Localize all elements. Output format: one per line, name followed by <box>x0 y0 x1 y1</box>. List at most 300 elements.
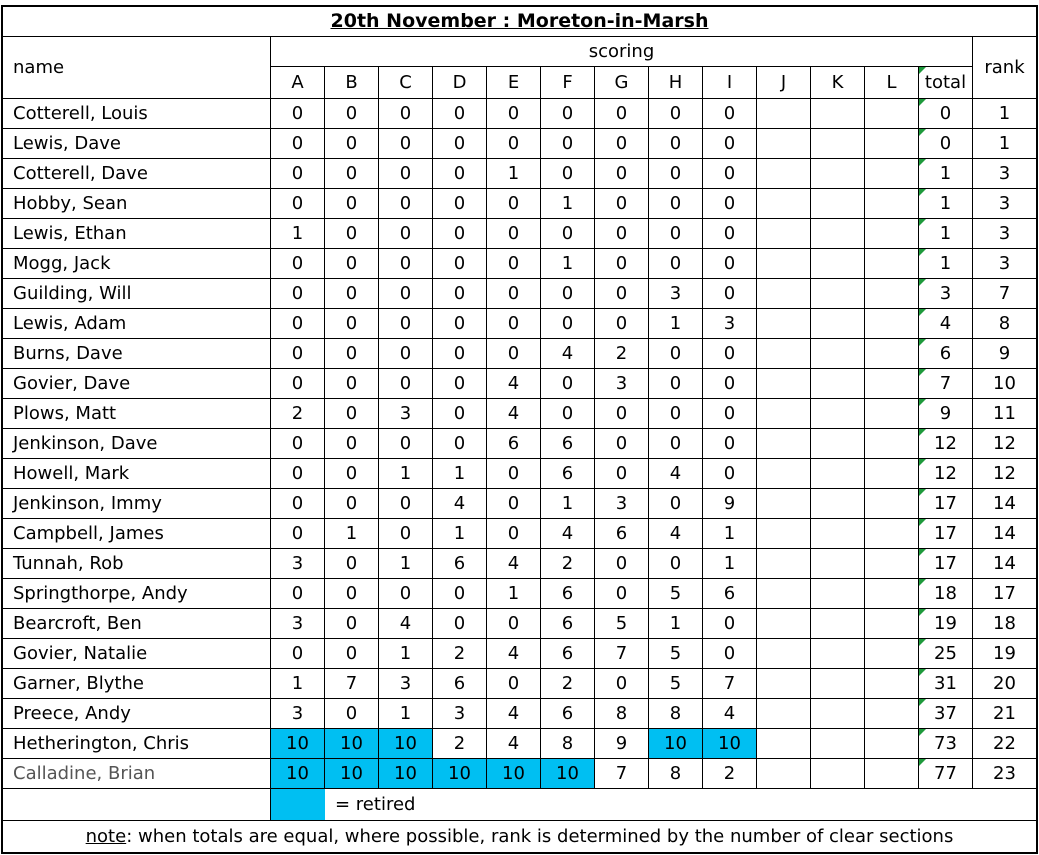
rank-cell: 3 <box>973 249 1036 279</box>
rank-cell: 17 <box>973 579 1036 609</box>
rank-cell: 22 <box>973 729 1036 759</box>
score-cell-d: 0 <box>433 429 487 459</box>
score-cell-g: 8 <box>595 699 649 729</box>
score-cell-h: 0 <box>649 339 703 369</box>
competitor-name: Guilding, Will <box>3 279 271 309</box>
score-cell-a: 3 <box>271 549 325 579</box>
score-cell-i: 3 <box>703 309 757 339</box>
score-cell-h: 0 <box>649 549 703 579</box>
score-cell-a: 0 <box>271 459 325 489</box>
competitor-name: Preece, Andy <box>3 699 271 729</box>
competitor-name: Burns, Dave <box>3 339 271 369</box>
score-cell-e: 0 <box>487 459 541 489</box>
competitor-name: Lewis, Ethan <box>3 219 271 249</box>
competitor-name: Calladine, Brian <box>3 759 271 789</box>
score-cell-c: 0 <box>379 369 433 399</box>
score-cell-k <box>811 249 865 279</box>
competitor-name: Cotterell, Louis <box>3 99 271 129</box>
score-cell-l <box>865 369 919 399</box>
rank-cell: 20 <box>973 669 1036 699</box>
score-cell-h: 0 <box>649 189 703 219</box>
score-cell-c: 0 <box>379 189 433 219</box>
score-cell-l <box>865 669 919 699</box>
score-cell-h: 0 <box>649 369 703 399</box>
score-cell-h: 0 <box>649 129 703 159</box>
score-cell-k <box>811 369 865 399</box>
rank-cell: 3 <box>973 159 1036 189</box>
rank-cell: 14 <box>973 519 1036 549</box>
score-cell-c: 1 <box>379 639 433 669</box>
score-cell-f: 6 <box>541 459 595 489</box>
score-cell-j <box>757 189 811 219</box>
score-cell-h: 8 <box>649 699 703 729</box>
score-cell-g: 0 <box>595 579 649 609</box>
section-header-l: L <box>865 67 919 99</box>
score-cell-c: 0 <box>379 309 433 339</box>
competitor-name: Hetherington, Chris <box>3 729 271 759</box>
score-cell-c: 0 <box>379 99 433 129</box>
score-cell-i: 7 <box>703 669 757 699</box>
score-cell-k <box>811 669 865 699</box>
score-cell-a: 0 <box>271 489 325 519</box>
score-cell-g: 0 <box>595 99 649 129</box>
score-cell-k <box>811 519 865 549</box>
score-cell-i: 1 <box>703 519 757 549</box>
score-cell-c: 0 <box>379 579 433 609</box>
score-cell-i: 1 <box>703 549 757 579</box>
score-cell-c: 0 <box>379 339 433 369</box>
score-cell-k <box>811 99 865 129</box>
note-label: note <box>85 825 127 847</box>
score-cell-l <box>865 759 919 789</box>
score-cell-g: 0 <box>595 159 649 189</box>
score-cell-l <box>865 339 919 369</box>
section-header-k: K <box>811 67 865 99</box>
score-cell-l <box>865 99 919 129</box>
score-cell-h: 0 <box>649 399 703 429</box>
score-cell-k <box>811 189 865 219</box>
score-cell-k <box>811 399 865 429</box>
competitor-name: Howell, Mark <box>3 459 271 489</box>
score-cell-d: 0 <box>433 399 487 429</box>
score-cell-e: 0 <box>487 219 541 249</box>
results-table <box>1 5 1038 854</box>
score-cell-l <box>865 639 919 669</box>
total-cell: 6 <box>919 339 973 369</box>
score-cell-h: 4 <box>649 519 703 549</box>
score-cell-l <box>865 309 919 339</box>
score-cell-h: 1 <box>649 309 703 339</box>
score-cell-l <box>865 459 919 489</box>
score-cell-l <box>865 399 919 429</box>
score-cell-a: 0 <box>271 99 325 129</box>
score-cell-d: 2 <box>433 729 487 759</box>
rank-cell: 14 <box>973 489 1036 519</box>
score-cell-c: 1 <box>379 549 433 579</box>
score-cell-i: 0 <box>703 639 757 669</box>
score-cell-d: 2 <box>433 639 487 669</box>
score-cell-k <box>811 279 865 309</box>
score-cell-k <box>811 459 865 489</box>
total-cell: 0 <box>919 99 973 129</box>
score-cell-f: 0 <box>541 399 595 429</box>
score-cell-b: 10 <box>325 729 379 759</box>
section-header-d: D <box>433 67 487 99</box>
score-cell-l <box>865 219 919 249</box>
score-cell-i: 6 <box>703 579 757 609</box>
score-cell-g: 0 <box>595 219 649 249</box>
score-cell-f: 0 <box>541 369 595 399</box>
score-cell-a: 0 <box>271 129 325 159</box>
score-cell-a: 3 <box>271 699 325 729</box>
competitor-name: Campbell, James <box>3 519 271 549</box>
score-cell-c: 4 <box>379 609 433 639</box>
total-cell: 1 <box>919 249 973 279</box>
score-cell-j <box>757 639 811 669</box>
score-cell-e: 4 <box>487 369 541 399</box>
rank-cell: 3 <box>973 189 1036 219</box>
retired-legend-label: = retired <box>325 789 1036 821</box>
score-cell-i: 10 <box>703 729 757 759</box>
score-cell-d: 0 <box>433 339 487 369</box>
score-cell-a: 0 <box>271 189 325 219</box>
score-cell-e: 0 <box>487 609 541 639</box>
score-cell-c: 10 <box>379 729 433 759</box>
score-cell-e: 0 <box>487 309 541 339</box>
score-cell-b: 0 <box>325 489 379 519</box>
score-cell-e: 4 <box>487 729 541 759</box>
rank-cell: 9 <box>973 339 1036 369</box>
score-cell-d: 3 <box>433 699 487 729</box>
total-cell: 3 <box>919 279 973 309</box>
score-cell-g: 3 <box>595 369 649 399</box>
score-cell-b: 0 <box>325 129 379 159</box>
score-cell-f: 2 <box>541 549 595 579</box>
score-cell-c: 0 <box>379 129 433 159</box>
score-cell-k <box>811 759 865 789</box>
competitor-name: Govier, Dave <box>3 369 271 399</box>
score-cell-a: 0 <box>271 279 325 309</box>
score-cell-e: 1 <box>487 159 541 189</box>
score-cell-d: 4 <box>433 489 487 519</box>
score-cell-j <box>757 339 811 369</box>
score-cell-e: 0 <box>487 249 541 279</box>
rank-cell: 19 <box>973 639 1036 669</box>
total-cell: 77 <box>919 759 973 789</box>
score-cell-f: 0 <box>541 219 595 249</box>
score-cell-b: 0 <box>325 459 379 489</box>
score-cell-h: 5 <box>649 639 703 669</box>
score-cell-g: 7 <box>595 639 649 669</box>
score-cell-f: 1 <box>541 249 595 279</box>
header-name: name <box>3 37 271 99</box>
score-cell-a: 0 <box>271 249 325 279</box>
score-cell-a: 0 <box>271 639 325 669</box>
score-cell-c: 0 <box>379 219 433 249</box>
score-cell-d: 0 <box>433 369 487 399</box>
score-cell-l <box>865 519 919 549</box>
score-cell-l <box>865 699 919 729</box>
score-cell-h: 0 <box>649 489 703 519</box>
score-cell-d: 0 <box>433 219 487 249</box>
score-cell-k <box>811 129 865 159</box>
score-cell-e: 4 <box>487 549 541 579</box>
score-cell-j <box>757 309 811 339</box>
score-cell-l <box>865 159 919 189</box>
score-cell-i: 0 <box>703 129 757 159</box>
score-cell-g: 0 <box>595 669 649 699</box>
score-cell-g: 0 <box>595 429 649 459</box>
rank-cell: 18 <box>973 609 1036 639</box>
score-cell-f: 0 <box>541 279 595 309</box>
score-cell-l <box>865 429 919 459</box>
score-cell-c: 0 <box>379 159 433 189</box>
total-cell: 1 <box>919 189 973 219</box>
score-cell-l <box>865 249 919 279</box>
score-cell-b: 0 <box>325 159 379 189</box>
section-header-f: F <box>541 67 595 99</box>
score-cell-f: 6 <box>541 609 595 639</box>
score-cell-e: 0 <box>487 189 541 219</box>
total-cell: 9 <box>919 399 973 429</box>
section-header-i: I <box>703 67 757 99</box>
score-cell-i: 0 <box>703 399 757 429</box>
score-cell-b: 0 <box>325 249 379 279</box>
score-cell-h: 0 <box>649 249 703 279</box>
score-cell-i: 4 <box>703 699 757 729</box>
score-cell-g: 6 <box>595 519 649 549</box>
competitor-name: Jenkinson, Immy <box>3 489 271 519</box>
score-cell-h: 3 <box>649 279 703 309</box>
total-cell: 12 <box>919 459 973 489</box>
score-cell-j <box>757 759 811 789</box>
score-cell-j <box>757 99 811 129</box>
score-cell-e: 0 <box>487 669 541 699</box>
score-cell-l <box>865 129 919 159</box>
score-cell-a: 2 <box>271 399 325 429</box>
score-cell-k <box>811 579 865 609</box>
score-cell-c: 0 <box>379 429 433 459</box>
retired-legend-swatch <box>271 789 325 821</box>
section-header-c: C <box>379 67 433 99</box>
score-cell-l <box>865 279 919 309</box>
total-cell: 12 <box>919 429 973 459</box>
total-cell: 17 <box>919 519 973 549</box>
score-cell-k <box>811 429 865 459</box>
score-cell-c: 0 <box>379 279 433 309</box>
score-cell-i: 0 <box>703 609 757 639</box>
score-cell-f: 0 <box>541 309 595 339</box>
score-cell-g: 0 <box>595 279 649 309</box>
score-cell-b: 10 <box>325 759 379 789</box>
score-cell-j <box>757 549 811 579</box>
score-cell-g: 0 <box>595 549 649 579</box>
score-cell-j <box>757 729 811 759</box>
score-cell-k <box>811 699 865 729</box>
rank-cell: 10 <box>973 369 1036 399</box>
score-cell-j <box>757 459 811 489</box>
total-cell: 17 <box>919 549 973 579</box>
score-cell-k <box>811 159 865 189</box>
header-total: total <box>919 67 973 99</box>
score-cell-b: 0 <box>325 309 379 339</box>
score-cell-k <box>811 549 865 579</box>
score-cell-g: 9 <box>595 729 649 759</box>
score-cell-l <box>865 189 919 219</box>
score-cell-b: 0 <box>325 639 379 669</box>
total-cell: 37 <box>919 699 973 729</box>
score-cell-g: 3 <box>595 489 649 519</box>
score-cell-b: 0 <box>325 99 379 129</box>
score-cell-e: 0 <box>487 279 541 309</box>
score-cell-l <box>865 549 919 579</box>
score-cell-j <box>757 129 811 159</box>
score-cell-f: 6 <box>541 429 595 459</box>
score-cell-c: 0 <box>379 249 433 279</box>
score-cell-k <box>811 609 865 639</box>
rank-cell: 3 <box>973 219 1036 249</box>
score-cell-e: 4 <box>487 639 541 669</box>
section-header-e: E <box>487 67 541 99</box>
competitor-name: Jenkinson, Dave <box>3 429 271 459</box>
score-cell-a: 1 <box>271 219 325 249</box>
score-cell-b: 0 <box>325 429 379 459</box>
score-cell-f: 1 <box>541 489 595 519</box>
score-cell-g: 0 <box>595 399 649 429</box>
total-cell: 19 <box>919 609 973 639</box>
competitor-name: Mogg, Jack <box>3 249 271 279</box>
score-cell-d: 0 <box>433 309 487 339</box>
score-cell-g: 7 <box>595 759 649 789</box>
score-cell-f: 4 <box>541 519 595 549</box>
score-cell-j <box>757 519 811 549</box>
score-cell-b: 0 <box>325 189 379 219</box>
score-cell-j <box>757 489 811 519</box>
total-cell: 25 <box>919 639 973 669</box>
score-cell-e: 6 <box>487 429 541 459</box>
score-cell-j <box>757 159 811 189</box>
competitor-name: Bearcroft, Ben <box>3 609 271 639</box>
score-cell-f: 6 <box>541 579 595 609</box>
score-cell-i: 0 <box>703 429 757 459</box>
total-cell: 17 <box>919 489 973 519</box>
score-cell-h: 1 <box>649 609 703 639</box>
score-cell-h: 5 <box>649 579 703 609</box>
score-cell-e: 4 <box>487 399 541 429</box>
score-cell-f: 6 <box>541 639 595 669</box>
note-text: : when totals are equal, where possible, rank is determined by the number of clear sections <box>126 825 954 847</box>
score-cell-e: 0 <box>487 129 541 159</box>
score-cell-j <box>757 369 811 399</box>
score-cell-e: 1 <box>487 579 541 609</box>
score-cell-k <box>811 309 865 339</box>
score-cell-j <box>757 249 811 279</box>
score-cell-j <box>757 219 811 249</box>
score-cell-d: 0 <box>433 279 487 309</box>
score-cell-b: 0 <box>325 579 379 609</box>
score-cell-b: 0 <box>325 609 379 639</box>
score-cell-e: 4 <box>487 699 541 729</box>
footnote <box>3 821 1036 852</box>
score-cell-i: 0 <box>703 339 757 369</box>
section-header-g: G <box>595 67 649 99</box>
score-cell-a: 0 <box>271 159 325 189</box>
competitor-name: Govier, Natalie <box>3 639 271 669</box>
score-cell-a: 0 <box>271 339 325 369</box>
score-cell-d: 0 <box>433 159 487 189</box>
score-cell-d: 6 <box>433 669 487 699</box>
score-cell-e: 0 <box>487 519 541 549</box>
rank-cell: 21 <box>973 699 1036 729</box>
rank-cell: 7 <box>973 279 1036 309</box>
score-cell-b: 7 <box>325 669 379 699</box>
rank-cell: 1 <box>973 99 1036 129</box>
total-cell: 1 <box>919 159 973 189</box>
score-cell-f: 10 <box>541 759 595 789</box>
score-cell-h: 0 <box>649 159 703 189</box>
total-cell: 73 <box>919 729 973 759</box>
score-cell-i: 0 <box>703 279 757 309</box>
total-cell: 18 <box>919 579 973 609</box>
score-cell-g: 0 <box>595 249 649 279</box>
rank-cell: 23 <box>973 759 1036 789</box>
score-cell-a: 10 <box>271 729 325 759</box>
score-cell-b: 0 <box>325 219 379 249</box>
score-cell-a: 3 <box>271 609 325 639</box>
competitor-name: Lewis, Dave <box>3 129 271 159</box>
score-cell-i: 0 <box>703 459 757 489</box>
score-cell-h: 8 <box>649 759 703 789</box>
score-cell-d: 6 <box>433 549 487 579</box>
score-cell-g: 0 <box>595 309 649 339</box>
score-cell-j <box>757 429 811 459</box>
total-cell: 31 <box>919 669 973 699</box>
section-header-a: A <box>271 67 325 99</box>
score-cell-j <box>757 279 811 309</box>
score-cell-j <box>757 609 811 639</box>
score-cell-b: 1 <box>325 519 379 549</box>
score-cell-l <box>865 489 919 519</box>
score-cell-c: 1 <box>379 699 433 729</box>
score-cell-h: 0 <box>649 429 703 459</box>
score-cell-f: 0 <box>541 159 595 189</box>
score-cell-j <box>757 399 811 429</box>
score-cell-j <box>757 579 811 609</box>
score-cell-e: 0 <box>487 339 541 369</box>
score-cell-d: 1 <box>433 459 487 489</box>
score-cell-b: 0 <box>325 279 379 309</box>
score-cell-g: 0 <box>595 129 649 159</box>
score-cell-c: 3 <box>379 399 433 429</box>
score-cell-b: 0 <box>325 699 379 729</box>
score-cell-i: 0 <box>703 369 757 399</box>
score-cell-e: 0 <box>487 489 541 519</box>
score-cell-i: 0 <box>703 159 757 189</box>
score-cell-b: 0 <box>325 369 379 399</box>
score-cell-a: 10 <box>271 759 325 789</box>
score-cell-h: 0 <box>649 219 703 249</box>
score-cell-g: 2 <box>595 339 649 369</box>
header-rank: rank <box>973 37 1036 99</box>
section-header-j: J <box>757 67 811 99</box>
score-cell-a: 0 <box>271 369 325 399</box>
rank-cell: 12 <box>973 429 1036 459</box>
score-cell-d: 0 <box>433 609 487 639</box>
score-cell-h: 5 <box>649 669 703 699</box>
score-cell-b: 0 <box>325 339 379 369</box>
competitor-name: Plows, Matt <box>3 399 271 429</box>
score-cell-d: 1 <box>433 519 487 549</box>
